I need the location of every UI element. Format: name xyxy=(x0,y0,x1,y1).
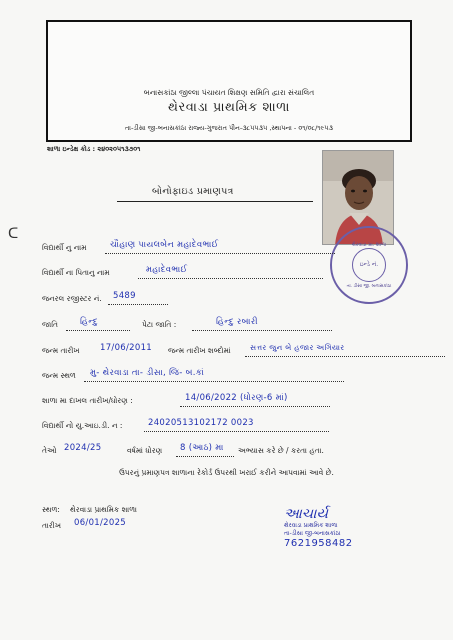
phone-number: 7621958482 xyxy=(284,538,353,549)
father-name-line xyxy=(138,278,323,279)
uid-label: વિદ્યાર્થી નો યુ.આઇ.ડી. ન : xyxy=(42,421,123,430)
confirmation-statement: ઉપરનું પ્રમાણપત્ર શાળાના રેકોર્ડ ઉપરથી ખરાઈ કરીને આપવામાં આવે છે. xyxy=(119,468,334,477)
dob-words-label: જન્મ તારીખ શબ્દોમાં xyxy=(168,346,231,355)
student-name-label: વિદ્યાર્થી નુ નામ xyxy=(42,243,87,252)
school-address: તા-ડીસા જી-બનાસકાંઠા રાજ્ય-ગુજરાત પીન-૩૮૫૫૩૫ ,સ્થાપના - ૦૧/૦૮/૧૯૫૩ xyxy=(125,124,333,132)
birthplace-value: મુ- થેરવાડા તા- ડીસા, જિ- બ.કાં xyxy=(90,368,205,378)
father-name-label: વિદ્યાર્થી ના પિતાનુ નામ xyxy=(42,268,110,277)
place-label: સ્થળ: xyxy=(42,505,60,514)
school-index-code: શાળા ઇન્ડેક્ષ કોડ : ૨૪૦૨૦૫૧૩૭૦૧ xyxy=(47,145,141,153)
subcaste-label: પેટા જાતિ : xyxy=(142,320,177,329)
uid-line xyxy=(144,431,329,432)
birthplace-line xyxy=(84,381,344,382)
date-value: 06/01/2025 xyxy=(74,518,126,528)
school-header-box xyxy=(46,20,412,142)
document-title: બોનોફાઇડ પ્રમાણપત્ર xyxy=(152,186,234,197)
student-name-value: ચૌહાણ પાયલબેન મહાદેવભાઈ xyxy=(110,240,219,250)
register-label: જનરલ રજીસ્ટર નં. xyxy=(42,294,102,303)
subcaste-value: હિન્દુ રબારી xyxy=(216,317,258,327)
place-value: થેરવાડા પ્રાથમિક શાળા xyxy=(70,505,137,514)
school-title: થેરવાડા પ્રાથમિક શાળા xyxy=(168,100,290,115)
student-name-line xyxy=(105,253,335,254)
year-prefix: તેઓ xyxy=(42,446,57,455)
signature-scrawl: આચાર્ય xyxy=(284,506,328,522)
year-suffix-text: અભ્યાસ કરે છે / કરતા હતા. xyxy=(238,446,324,455)
dob-label: જન્મ તારીખ xyxy=(42,346,80,355)
register-value: 5489 xyxy=(113,291,136,301)
year-value: 2024/25 xyxy=(64,443,102,453)
uid-value: 24020513102172 0023 xyxy=(148,418,254,428)
father-name-value: મહાદેવભાઈ xyxy=(146,265,188,275)
dob-words-value: સત્તર જુન બે હજાર અગિયાર xyxy=(250,343,345,352)
stamp-mid-text: ઇન્ડે નં. xyxy=(359,261,379,268)
margin-mark: ᑕ xyxy=(8,226,19,242)
title-underline xyxy=(117,201,313,202)
admission-label: શાળા મા દાખલ તારીખ/ધોરણ : xyxy=(42,396,133,405)
header-org-line: બનાસકાંઠા જીલ્લા પંચાયત શિક્ષણ સમિતિ દ્વારા સંચાલિત xyxy=(143,88,315,97)
standard-line xyxy=(176,456,234,457)
birthplace-label: જન્મ સ્થળ xyxy=(42,371,76,380)
caste-value: હિન્દુ xyxy=(80,317,98,327)
caste-label: જાતિ xyxy=(42,320,58,329)
stamp-top-text: થેરવાડા પ્રા. શાળા xyxy=(351,242,387,248)
dob-value: 17/06/2011 xyxy=(100,343,152,353)
date-label: તારીખ xyxy=(42,521,61,530)
signature-school-line: થેરવાડા પ્રાથમિક શાળા xyxy=(284,522,338,529)
year-mid-text: વર્ષમાં ધોરણ xyxy=(127,446,163,455)
stamp-bottom-text: તા. ડીસા જી. બનાસકાંઠા xyxy=(346,284,392,289)
admission-line xyxy=(180,406,330,407)
standard-value: 8 (આઠ) મા xyxy=(180,443,224,453)
subcaste-line xyxy=(192,330,332,331)
admission-value: 14/06/2022 (ધોરણ-6 માં) xyxy=(185,393,288,403)
caste-line xyxy=(66,330,130,331)
dob-words-line xyxy=(245,356,445,357)
school-stamp xyxy=(330,226,408,304)
principal-signature-block xyxy=(284,506,414,549)
register-line xyxy=(108,304,168,305)
signature-address-line: તા-ડીસા જી-બનાસકાંઠા xyxy=(284,530,341,537)
